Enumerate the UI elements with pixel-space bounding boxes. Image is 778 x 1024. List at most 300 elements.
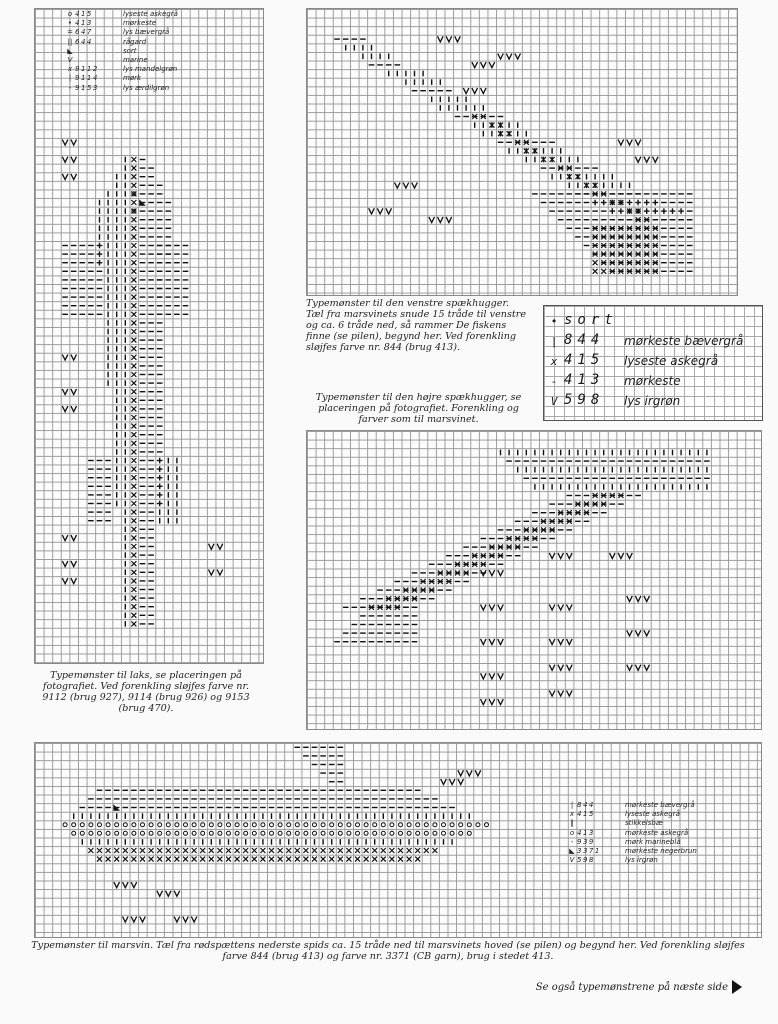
stitch-x [131, 501, 136, 506]
stitch-o [218, 831, 222, 835]
stitch-x [131, 857, 136, 862]
stitch-o [278, 823, 282, 827]
stitch-x [131, 535, 136, 540]
stitch-x [524, 148, 529, 153]
stitch-o [304, 823, 308, 827]
stitch-x [627, 234, 632, 239]
stitch-x [627, 243, 632, 248]
legend-code: 9112 [75, 65, 99, 74]
stitch-v [618, 140, 624, 146]
stitch-x [584, 502, 589, 507]
stitch-x [575, 510, 580, 515]
stitch-v [627, 553, 633, 559]
stitch-x [601, 502, 606, 507]
stitch-x [355, 848, 360, 853]
stitch-x [303, 848, 308, 853]
stitch-x [303, 857, 308, 862]
stitch-x [200, 848, 205, 853]
stitch-v [481, 673, 487, 679]
stitch-x [489, 123, 494, 128]
stitch-x [653, 260, 658, 265]
stitch-x [472, 114, 477, 119]
stitch-x [131, 389, 136, 394]
stitch-x [200, 857, 205, 862]
stitch-v [438, 36, 444, 42]
stitch-o [184, 823, 188, 827]
legend-row [65, 19, 245, 28]
stitch-v [71, 561, 77, 567]
stitch-v [369, 208, 375, 214]
stitch-x [183, 857, 188, 862]
stitch-o [244, 831, 248, 835]
stitch-x [498, 131, 503, 136]
stitch-x [636, 269, 641, 274]
stitch-v [71, 355, 77, 361]
stitch-x [131, 561, 136, 566]
stitch-v [71, 578, 77, 584]
stitch-x [584, 510, 589, 515]
stitch-o [227, 823, 231, 827]
orca-key-table [543, 305, 763, 421]
stitch-x [618, 269, 623, 274]
stitch-x [174, 857, 179, 862]
stitch-x [97, 848, 102, 853]
stitch-x [424, 848, 429, 853]
legend-row [65, 65, 245, 74]
stitch-x [131, 166, 136, 171]
stitch-o [424, 831, 428, 835]
stitch-o [476, 823, 480, 827]
stitch-x [644, 252, 649, 257]
stitch-v [558, 665, 564, 671]
stitch-x [407, 848, 412, 853]
legend-symbol: | [68, 74, 72, 83]
stitch-v [549, 639, 555, 645]
legend-row [567, 801, 752, 810]
legend-row [65, 56, 245, 65]
stitch-x [192, 848, 197, 853]
legend-code: 647 [75, 28, 93, 37]
legend-row [65, 47, 245, 56]
stitch-v [549, 691, 555, 697]
stitch-v [558, 691, 564, 697]
legend-row [65, 38, 245, 47]
stitch-x [295, 848, 300, 853]
orca-right-chart [306, 430, 762, 730]
stitch-o [485, 823, 489, 827]
next-page-note[interactable] [536, 980, 742, 994]
key-row [544, 392, 762, 408]
stitch-x [260, 848, 265, 853]
legend-name: mørkeste askegrå [625, 828, 689, 837]
stitch-v [183, 917, 189, 923]
stitch-o [72, 831, 76, 835]
stitch-v [217, 544, 223, 550]
stitch-o [278, 831, 282, 835]
stitch-x [575, 174, 580, 179]
stitch-v [62, 140, 68, 146]
stitch-o [123, 823, 127, 827]
stitch-x [364, 857, 369, 862]
stitch-o [433, 823, 437, 827]
stitch-x [618, 260, 623, 265]
stitch-x [131, 183, 136, 188]
stitch-x [412, 588, 417, 593]
stitch-x [174, 848, 179, 853]
stitch-x [567, 166, 572, 171]
stitch-x [601, 226, 606, 231]
stitch-x [636, 243, 641, 248]
stitch-v [62, 174, 68, 180]
stitch-x [369, 605, 374, 610]
stitch-o [261, 831, 265, 835]
stitch-o [201, 831, 205, 835]
stitch-x [653, 243, 658, 248]
stitch-x [123, 857, 128, 862]
stitch-v [217, 570, 223, 576]
stitch-o [166, 823, 170, 827]
stitch-x [131, 286, 136, 291]
key-row [544, 372, 762, 388]
stitch-o [270, 823, 274, 827]
stitch-x [364, 848, 369, 853]
legend-row [65, 10, 245, 19]
stitch-x [636, 209, 641, 214]
stitch-x [131, 209, 136, 214]
legend-symbol: | [570, 801, 574, 809]
stitch-v [498, 673, 504, 679]
stitch-o [63, 823, 67, 827]
legend-name: mørk [123, 74, 142, 83]
stitch-x [438, 570, 443, 575]
stitch-fill [139, 199, 146, 206]
stitch-x [131, 381, 136, 386]
stitch-v [475, 770, 481, 776]
stitch-v [498, 570, 504, 576]
stitch-o [123, 831, 127, 835]
stitch-o [373, 831, 377, 835]
stitch-x [114, 848, 119, 853]
legend-row [567, 829, 752, 838]
stitch-x [412, 596, 417, 601]
legend-code: 415 [577, 810, 595, 819]
stitch-x [131, 570, 136, 575]
stitch-o [416, 823, 420, 827]
legend-name: marine [123, 55, 148, 64]
stitch-x [593, 269, 598, 274]
stitch-o [459, 823, 463, 827]
stitch-x [386, 596, 391, 601]
stitch-v [62, 355, 68, 361]
stitch-v [635, 140, 641, 146]
key-row [544, 332, 762, 348]
stitch-o [235, 831, 239, 835]
stitch-x [481, 562, 486, 567]
stitch-v [209, 570, 215, 576]
stitch-x [131, 355, 136, 360]
stitch-x [235, 857, 240, 862]
stitch-x [217, 857, 222, 862]
legend-name: lys irgrøn [625, 856, 658, 865]
stitch-v [653, 157, 659, 163]
orca-left-chart [306, 8, 738, 296]
stitch-o [295, 831, 299, 835]
stitch-v [458, 770, 464, 776]
stitch-x [653, 234, 658, 239]
stitch-o [399, 831, 403, 835]
key-name: mørkeste [624, 374, 681, 388]
stitch-o [175, 823, 179, 827]
stitch-v [567, 553, 573, 559]
stitch-x [312, 848, 317, 853]
stitch-o [252, 831, 256, 835]
stitch-x [131, 226, 136, 231]
stitch-o [356, 823, 360, 827]
stitch-x [593, 243, 598, 248]
stitch-o [141, 823, 145, 827]
stitch-x [395, 596, 400, 601]
stitch-v [71, 174, 77, 180]
stitch-o [381, 823, 385, 827]
stitch-x [131, 848, 136, 853]
stitch-v [123, 882, 129, 888]
stitch-x [226, 857, 231, 862]
stitch-x [131, 458, 136, 463]
salmon-legend [65, 10, 245, 93]
stitch-v [635, 157, 641, 163]
stitch-o [235, 823, 239, 827]
key-symbol: | [550, 335, 558, 348]
stitch-x [532, 536, 537, 541]
stitch-o [356, 831, 360, 835]
key-code: 415 [564, 352, 605, 368]
stitch-x [644, 234, 649, 239]
legend-name: mørkeste negerbrun [625, 846, 697, 855]
stitch-x [295, 857, 300, 862]
stitch-x [131, 372, 136, 377]
stitch-x [593, 226, 598, 231]
stitch-o [132, 209, 136, 213]
stitch-o [364, 831, 368, 835]
key-row [544, 352, 762, 368]
stitch-x [157, 848, 162, 853]
stitch-v [455, 36, 461, 42]
stitch-x [610, 226, 615, 231]
stitch-x [131, 338, 136, 343]
legend-name: mørkeste [123, 19, 157, 28]
stitch-x [106, 857, 111, 862]
stitch-x [131, 200, 136, 205]
stitch-x [593, 260, 598, 265]
stitch-x [140, 857, 145, 862]
legend-name: rågard [123, 37, 147, 46]
stitch-x [131, 406, 136, 411]
stitch-o [467, 823, 471, 827]
stitch-o [364, 823, 368, 827]
stitch-v [62, 389, 68, 395]
legend-row [567, 847, 752, 856]
stitch-o [295, 823, 299, 827]
stitch-x [166, 848, 171, 853]
legend-symbol: x [569, 810, 575, 819]
stitch-x [618, 200, 623, 205]
legend-symbol: ‖ [570, 819, 574, 828]
stitch-o [192, 831, 196, 835]
stitch-x [515, 545, 520, 550]
stitch-x [567, 174, 572, 179]
stitch-x [644, 243, 649, 248]
stitch-v [549, 605, 555, 611]
stitch-x [346, 857, 351, 862]
stitch-v [489, 570, 495, 576]
stitch-x [372, 857, 377, 862]
stitch-x [601, 252, 606, 257]
stitch-x [123, 848, 128, 853]
stitch-x [243, 857, 248, 862]
stitch-o [338, 823, 342, 827]
legend-code: 844 [577, 801, 595, 809]
stitch-x [321, 857, 326, 862]
stitch-x [627, 269, 632, 274]
stitch-v [438, 217, 444, 223]
stitch-x [653, 226, 658, 231]
stitch-v [62, 561, 68, 567]
stitch-x [593, 493, 598, 498]
stitch-v [395, 183, 401, 189]
stitch-x [131, 587, 136, 592]
stitch-v [627, 140, 633, 146]
stitch-x [131, 252, 136, 257]
stitch-o [89, 823, 93, 827]
stitch-x [489, 545, 494, 550]
stitch-x [398, 848, 403, 853]
stitch-x [541, 527, 546, 532]
stitch-x [515, 536, 520, 541]
stitch-o [407, 831, 411, 835]
legend-row [567, 838, 752, 847]
stitch-o [347, 831, 351, 835]
stitch-x [131, 492, 136, 497]
stitch-v [498, 699, 504, 705]
stitch-x [131, 621, 136, 626]
legend-row [567, 856, 752, 865]
stitch-x [524, 527, 529, 532]
stitch-x [415, 848, 420, 853]
stitch-x [567, 510, 572, 515]
legend-row [65, 74, 245, 83]
stitch-v [62, 406, 68, 412]
stitch-o [450, 823, 454, 827]
stitch-v [140, 917, 146, 923]
stitch-x [131, 613, 136, 618]
legend-symbol: o [67, 10, 73, 18]
stitch-o [98, 831, 102, 835]
stitch-o [132, 823, 136, 827]
stitch-x [243, 848, 248, 853]
stitch-x [131, 578, 136, 583]
stitch-x [601, 191, 606, 196]
stitch-v [71, 406, 77, 412]
stitch-x [131, 217, 136, 222]
legend-name: lyseste askegrå [123, 10, 178, 18]
stitch-x [209, 848, 214, 853]
stitch-v [644, 665, 650, 671]
legend-name: stikkelsbæ [625, 819, 663, 828]
stitch-x [131, 449, 136, 454]
stitch-v [71, 535, 77, 541]
stitch-x [338, 848, 343, 853]
stitch-o [407, 823, 411, 827]
stitch-x [498, 545, 503, 550]
stitch-x [131, 553, 136, 558]
stitch-x [403, 588, 408, 593]
stitch-v [489, 62, 495, 68]
stitch-x [610, 260, 615, 265]
stitch-o [313, 823, 317, 827]
stitch-x [567, 519, 572, 524]
stitch-x [653, 252, 658, 257]
stitch-o [227, 831, 231, 835]
stitch-x [507, 131, 512, 136]
legend-symbol: - [68, 83, 72, 92]
stitch-x [131, 432, 136, 437]
stitch-x [455, 562, 460, 567]
stitch-o [98, 823, 102, 827]
stitch-x [131, 312, 136, 317]
stitch-v [498, 639, 504, 645]
stitch-x [601, 243, 606, 248]
stitch-x [131, 191, 136, 196]
key-symbol: • [550, 315, 558, 328]
stitch-v [123, 917, 129, 923]
stitch-v [71, 140, 77, 146]
stitch-x [472, 553, 477, 558]
legend-symbol: • [67, 19, 73, 28]
stitch-v [618, 553, 624, 559]
stitch-x [446, 579, 451, 584]
stitch-x [106, 848, 111, 853]
stitch-x [321, 848, 326, 853]
legend-name: mørk marineblå [625, 837, 681, 846]
stitch-x [269, 857, 274, 862]
stitch-x [415, 857, 420, 862]
stitch-v [71, 389, 77, 395]
stitch-o [381, 831, 385, 835]
key-name: lyseste askegrå [624, 354, 719, 368]
stitch-v [377, 208, 383, 214]
legend-code: 3371 [577, 846, 601, 855]
stitch-v [62, 578, 68, 584]
stitch-x [524, 140, 529, 145]
stitch-o [201, 823, 205, 827]
stitch-o [80, 831, 84, 835]
stitch-o [270, 831, 274, 835]
stitch-x [149, 848, 154, 853]
orca-left-pattern [307, 9, 737, 295]
stitch-x [558, 166, 563, 171]
stitch-x [131, 527, 136, 532]
stitch-v [481, 570, 487, 576]
stitch-x [438, 579, 443, 584]
stitch-x [192, 857, 197, 862]
stitch-x [593, 183, 598, 188]
key-symbol: V [550, 395, 558, 408]
legend-row [567, 819, 752, 828]
key-code: 844 [564, 332, 605, 348]
stitch-x [558, 510, 563, 515]
legend-code: 9153 [75, 83, 99, 92]
legend-code: 9114 [75, 74, 99, 83]
